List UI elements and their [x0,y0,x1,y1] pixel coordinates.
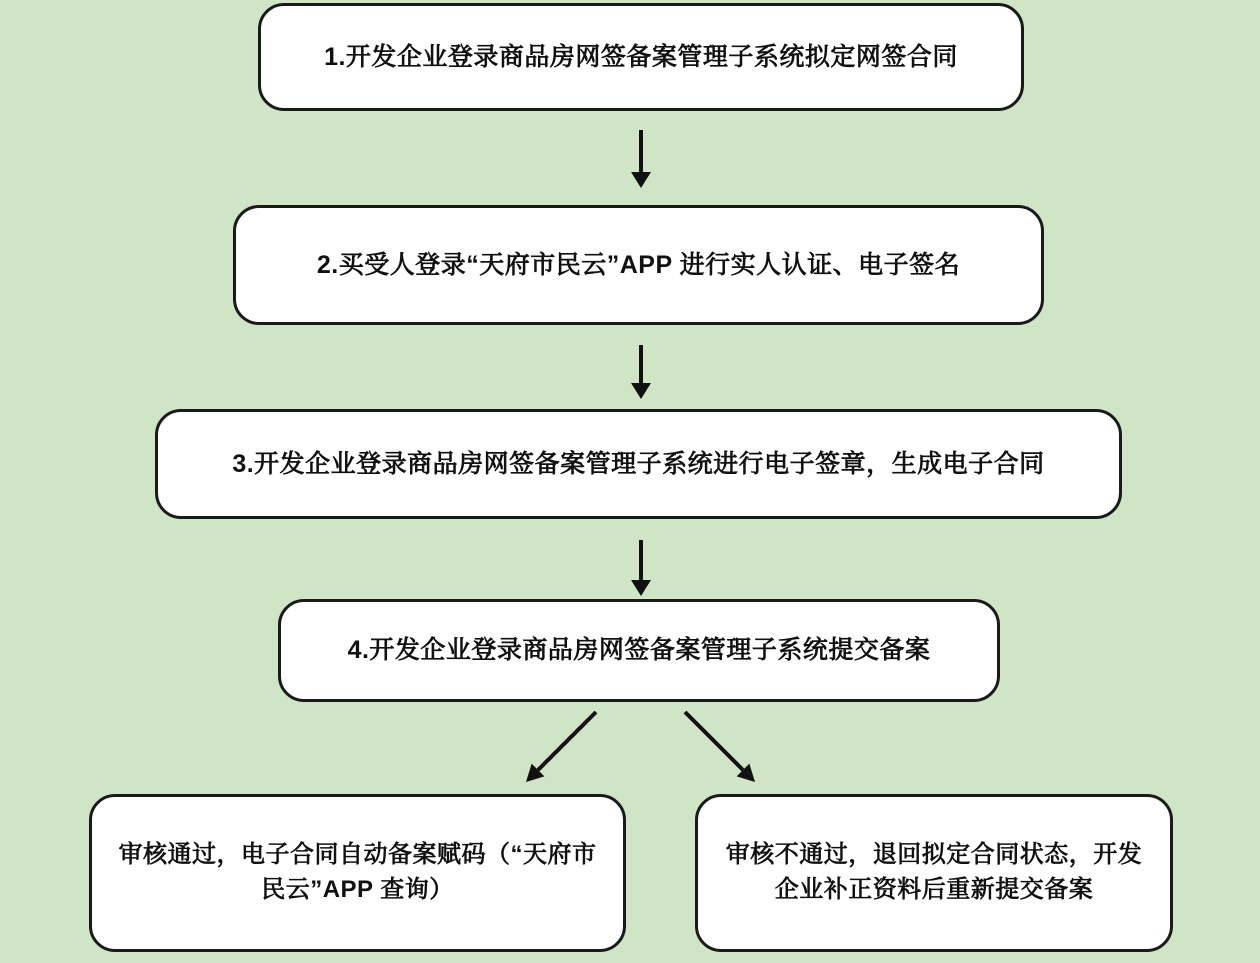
flow-node-step4 [278,599,1000,702]
arrow-shaft [537,711,598,772]
flow-node-step3 [155,409,1122,519]
flow-node-outcome-approved [89,794,626,952]
flow-node-step2 [233,205,1044,325]
flow-node-outcome-approved-label: 审核通过，电子合同自动备案赋码（“天府市民云”APP 查询） [118,841,597,903]
arrow-shaft [639,345,643,383]
arrow-head [631,172,651,188]
flow-node-outcome-rejected-label: 审核不通过，退回拟定合同状态，开发企业补正资料后重新提交备案 [725,841,1143,903]
arrow-head [631,580,651,596]
flow-node-step2-label: 2.买受人登录“天府市民云”APP 进行实人认证、电子签名 [316,250,961,279]
arrow-head [631,383,651,399]
arrow-shaft [639,540,643,580]
flow-node-step1 [258,3,1024,111]
flow-node-step4-label: 4.开发企业登录商品房网签备案管理子系统提交备案 [347,636,931,665]
flow-node-step1-label: 1.开发企业登录商品房网签备案管理子系统拟定网签合同 [324,42,958,71]
arrow-shaft [639,130,643,172]
flow-node-step3-label: 3.开发企业登录商品房网签备案管理子系统进行电子签章，生成电子合同 [232,449,1045,478]
arrow-shaft [684,711,745,772]
flow-node-outcome-rejected [695,794,1173,952]
